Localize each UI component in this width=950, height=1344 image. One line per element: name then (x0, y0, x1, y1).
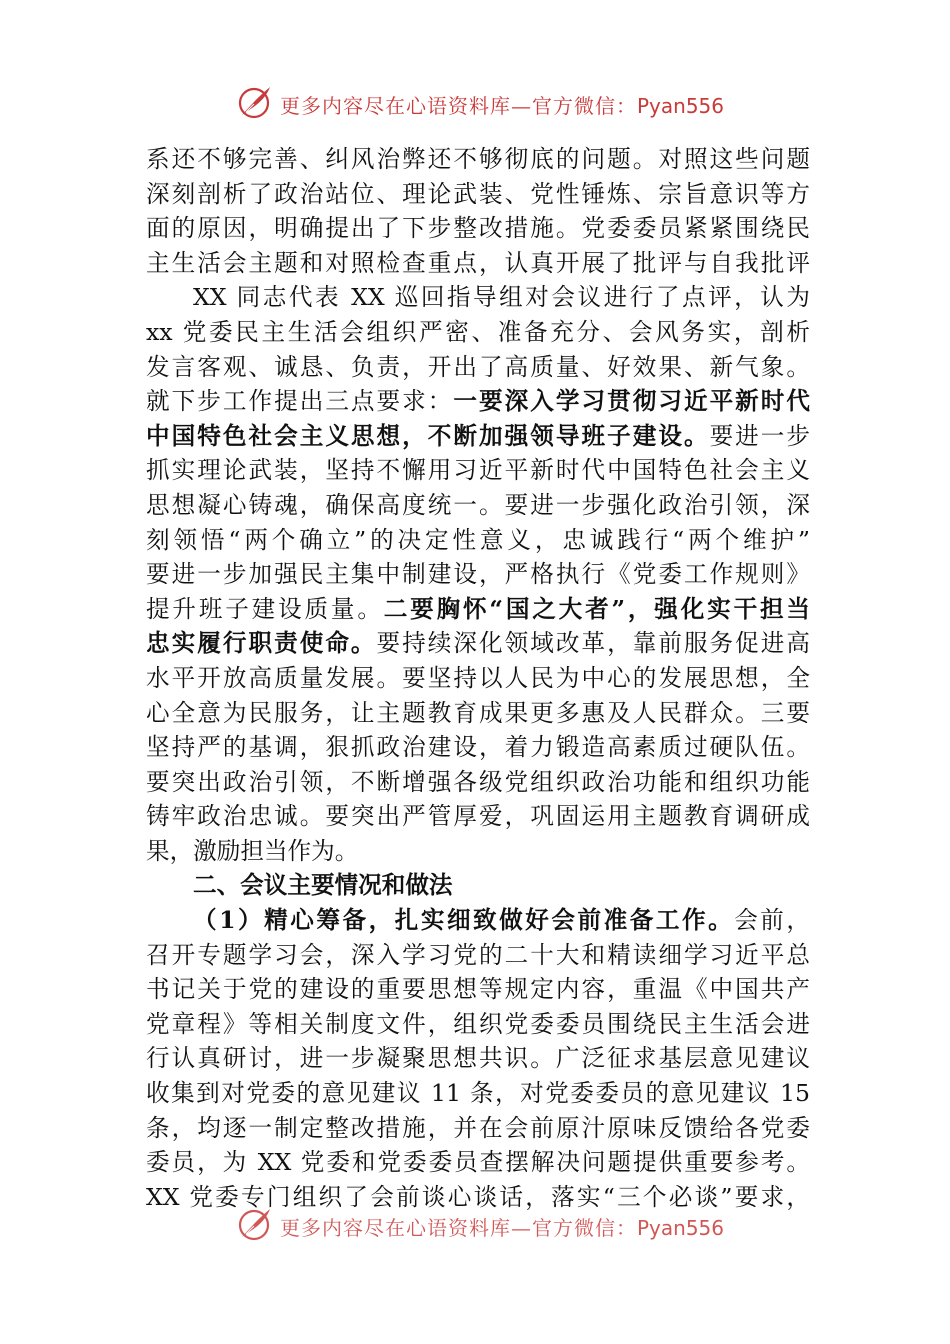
text-segment: 刻领悟“两个确立”的决定性意义，忠诚践行“两个维护” (146, 525, 810, 554)
text-segment: xx 党委民主生活会组织严密、准备充分、会风务实，剖析 (146, 317, 810, 346)
text-segment: XX 党委专门组织了会前谈心谈话，落实“三个必谈”要求， (146, 1182, 810, 1211)
text-line (146, 730, 810, 765)
text-segment: 发言客观、诚恳、负责，开出了高质量、好效果、新气象。 (146, 352, 810, 381)
paragraph-start-line (146, 903, 810, 938)
text-segment: 就下步工作提出三点要求： (146, 387, 454, 416)
text-segment: 要持续深化领域改革，靠前服务促进高 (376, 629, 810, 658)
watermark-footer (0, 1204, 950, 1244)
watermark-header (0, 82, 950, 122)
text-segment: 面的原因，明确提出了下步整改措施。党委委员紧紧围绕民 (146, 214, 810, 243)
quill-logo-icon (234, 1204, 274, 1244)
text-segment: 召开专题学习会，深入学习党的二十大和精读细学习近平总 (146, 940, 810, 969)
text-line (146, 557, 810, 592)
text-line (146, 211, 810, 246)
text-line (146, 142, 810, 177)
text-line (146, 1007, 810, 1042)
text-segment: 抓实理论武装，坚持不懈用习近平新时代中国特色社会主义 (146, 456, 810, 485)
text-line (146, 315, 810, 350)
text-segment: 党章程》等相关制度文件，组织党委委员围绕民主生活会进 (146, 1009, 810, 1038)
text-line (146, 488, 810, 523)
text-line (146, 592, 810, 627)
text-segment: 果，激励担当作为。 (146, 836, 359, 865)
text-segment: 条，均逐一制定整改措施，并在会前原汁原味反馈给各党委 (146, 1113, 810, 1142)
text-segment: 书记关于党的建设的重要思想等规定内容，重温《中国共产 (146, 975, 810, 1004)
text-line (146, 765, 810, 800)
text-line (146, 1076, 810, 1111)
text-segment: 收集到对党委的意见建议 11 条，对党委委员的意见建议 15 (146, 1079, 810, 1108)
text-line (146, 972, 810, 1007)
text-line (146, 350, 810, 385)
text-line (146, 453, 810, 488)
bold-text-segment: 忠实履行职责使命。 (146, 629, 377, 658)
text-line (146, 419, 810, 454)
text-segment: 主生活会主题和对照检查重点，认真开展了批评与自我批评 (146, 248, 810, 277)
quill-logo-icon (234, 82, 274, 122)
text-segment: 系还不够完善、纠风治弊还不够彻底的问题。对照这些问题 (146, 145, 810, 173)
text-line (146, 1041, 810, 1076)
text-segment: 心全意为民服务，让主题教育成果更多惠及人民群众。三要 (146, 698, 810, 727)
text-segment: 深刻剖析了政治站位、理论武装、党性锤炼、宗旨意识等方 (146, 179, 810, 208)
text-segment: 坚持严的基调，狠抓政治建设，着力锻造高素质过硬队伍。 (146, 733, 810, 762)
text-segment: 要突出政治引领，不断增强各级党组织政治功能和组织功能 (146, 767, 810, 796)
text-segment: 行认真研讨，进一步凝聚思想共识。广泛征求基层意见建议 (146, 1044, 810, 1073)
text-segment: 思想凝心铸魂，确保高度统一。要进一步强化政治引领，深 (146, 490, 810, 519)
text-segment: 铸牢政治忠诚。要突出严管厚爱，巩固运用主题教育调研成 (146, 802, 810, 831)
text-segment: 要进一步加强民主集中制建设，严格执行《党委工作规则》 (146, 560, 810, 589)
bold-text-segment: （1）精心筹备，扎实细致做好会前准备工作。 (193, 906, 735, 935)
text-line (146, 834, 810, 869)
text-line (146, 177, 810, 212)
document-body (146, 142, 810, 1214)
paragraph-start-line (146, 280, 810, 315)
text-segment: 要进一步 (709, 421, 811, 450)
text-segment: 水平开放高质量发展。要坚持以人民为中心的发展思想，全 (146, 663, 810, 692)
text-segment: XX 同志代表 XX 巡回指导组对会议进行了点评，认为 (193, 283, 810, 312)
text-line (146, 626, 810, 661)
text-segment: 提升班子建设质量。 (146, 594, 384, 623)
text-segment: 会前， (734, 906, 811, 935)
text-line (146, 661, 810, 696)
watermark-text: 更多内容尽在心语资料库—官方微信：Pyan556 (280, 94, 725, 118)
text-line (146, 384, 810, 419)
text-line (146, 246, 810, 281)
text-line (146, 1111, 810, 1146)
text-line (146, 1145, 810, 1180)
text-line (146, 696, 810, 731)
section-heading (146, 868, 810, 903)
text-segment: 委员，为 XX 党委和党委委员查摆解决问题提供重要参考。 (146, 1148, 810, 1177)
text-line (146, 938, 810, 973)
bold-text-segment: 二、会议主要情况和做法 (193, 871, 453, 900)
bold-text-segment: 一要深入学习贯彻习近平新时代 (453, 387, 811, 416)
bold-text-segment: 中国特色社会主义思想，不断加强领导班子建设。 (146, 421, 710, 450)
watermark-text: 更多内容尽在心语资料库—官方微信：Pyan556 (280, 1216, 725, 1240)
bold-text-segment: 二要胸怀“国之大者”，强化实干担当 (383, 594, 810, 623)
text-line (146, 523, 810, 558)
text-line (146, 799, 810, 834)
